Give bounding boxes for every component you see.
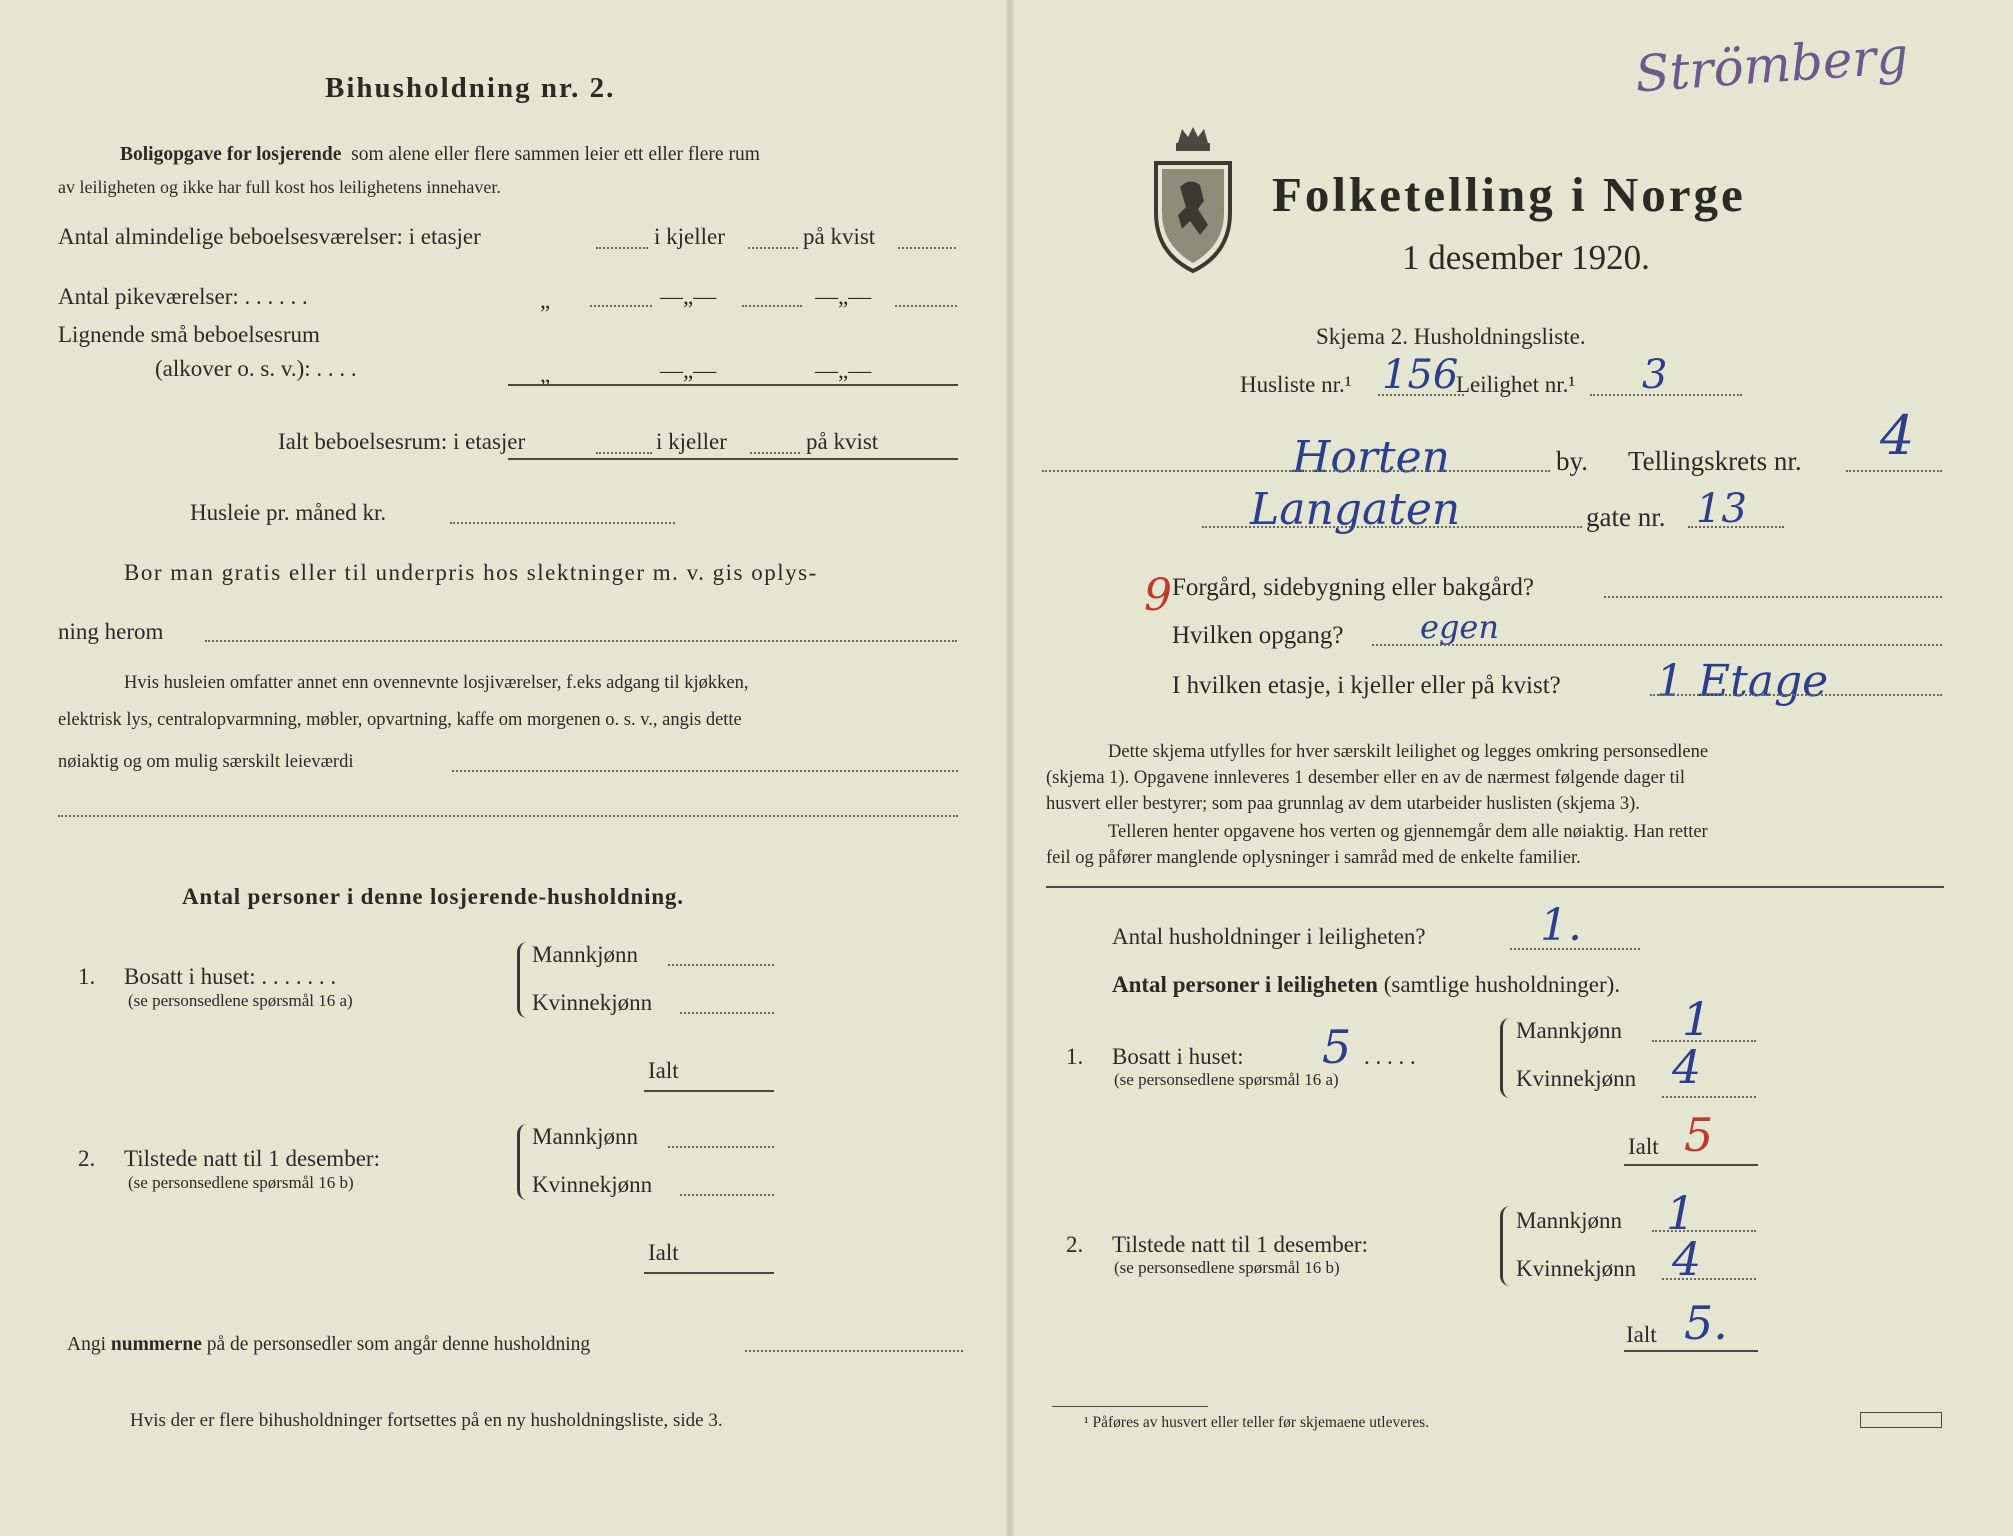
left-title: Bihusholdning nr. 2. <box>325 72 616 104</box>
right-q2-total-label: Ialt <box>1626 1322 1657 1347</box>
rent-field <box>450 522 675 524</box>
right-q2-total-field <box>1624 1350 1758 1352</box>
right-q2-number: 2. <box>1066 1232 1084 1257</box>
left-persons-heading: Antal personer i denne losjerende-husholdning. <box>182 884 684 909</box>
left-q1-male-field <box>668 964 774 966</box>
schema-label: Skjema 2. Husholdningsliste. <box>1316 324 1586 349</box>
leilighet-value: 3 <box>1642 352 1668 398</box>
para2-line-2: feil og påfører manglende oplysninger i samråd med de enkelte familier. <box>1046 848 1581 868</box>
signature: Strömberg <box>1633 26 1910 104</box>
krets-field <box>1846 470 1942 472</box>
maid-ditto-2: —„— <box>660 284 717 309</box>
krets-label: Tellingskrets nr. <box>1628 446 1802 476</box>
rooms-etasjer-field <box>596 247 648 249</box>
small-rooms-underline <box>508 384 958 386</box>
total-kjeller-label: i kjeller <box>656 429 727 454</box>
etasje-label: I hvilken etasje, i kjeller eller på kvist? <box>1172 672 1561 699</box>
right-q1-total-field <box>1624 1164 1758 1166</box>
para1-line-3: husvert eller bestyrer; som paa grunnlag av dem utarbeider huslisten (skjema 3). <box>1046 794 1640 814</box>
right-q2-female-field <box>1662 1278 1756 1280</box>
krets-value: 4 <box>1880 404 1915 467</box>
maid-ditto-3: —„— <box>815 284 872 309</box>
incl-field-1 <box>452 770 958 772</box>
right-q1-total-value: 5 <box>1684 1108 1714 1162</box>
by-field <box>1042 470 1550 472</box>
right-q1-value: 5 <box>1322 1020 1352 1074</box>
incl-text-3: nøiaktig og om mulig særskilt leieværdi <box>58 752 354 772</box>
incl-text-1: Hvis husleien omfatter annet enn ovennevnte losjiværelser, f.eks adgang til kjøkken, <box>124 673 749 693</box>
maid-kjeller-field <box>742 305 802 307</box>
right-q1-male-field <box>1652 1040 1756 1042</box>
total-etasjer-field <box>596 452 652 454</box>
free-text-2: ning herom <box>58 619 164 644</box>
right-q2-female-label: Kvinnekjønn <box>1516 1256 1637 1281</box>
etasje-field <box>1650 694 1942 696</box>
husliste-label: Husliste nr.¹ <box>1240 372 1352 397</box>
households-field <box>1510 948 1640 950</box>
left-q1-female-label: Kvinnekjønn <box>532 990 653 1015</box>
left-q1-total-label: Ialt <box>648 1058 679 1083</box>
maid-rooms-label: Antal pikeværelser: . . . . . . <box>58 284 308 309</box>
husliste-field <box>1378 394 1464 396</box>
leilighet-label: Leilighet nr.¹ <box>1456 372 1576 397</box>
rooms-label: Antal almindelige beboelsesværelser: i etasjer <box>58 224 481 249</box>
right-q2-total-value: 5. <box>1684 1296 1728 1350</box>
intro-line-1: Boligopgave for losjerende som alene eller flere sammen leier ett eller flere rum <box>120 144 760 165</box>
gate-nr-field <box>1688 526 1784 528</box>
total-kjeller-field <box>750 452 800 454</box>
rooms-kvist-label: på kvist <box>803 224 876 249</box>
incl-field-2 <box>58 815 958 817</box>
gate-value: Langaten <box>1250 484 1461 535</box>
intro-line-2: av leiligheten og ikke har full kost hos leilighetens innehaver. <box>58 177 501 197</box>
continue-text: Hvis der er flere bihusholdninger fortsettes på en ny husholdningsliste, side 3. <box>130 1410 723 1431</box>
left-q2-total-field <box>644 1272 774 1274</box>
left-q2-male-label: Mannkjønn <box>532 1124 639 1149</box>
gate-nr-value: 13 <box>1696 486 1747 532</box>
small-rooms-label-1: Lignende små beboelsesrum <box>58 322 320 347</box>
left-q1-number: 1. <box>78 964 96 989</box>
rooms-kjeller-field <box>748 247 798 249</box>
total-rooms-underline <box>508 458 958 460</box>
households-label: Antal husholdninger i leiligheten? <box>1112 924 1426 949</box>
footnote-divider <box>1052 1406 1208 1407</box>
opgang-value: egen <box>1420 608 1499 646</box>
total-rooms-label: Ialt beboelsesrum: i etasjer <box>278 429 526 454</box>
left-q1-male-label: Mannkjønn <box>532 942 639 967</box>
right-q1-sub: (se personsedlene spørsmål 16 a) <box>1114 1070 1339 1089</box>
left-q2-number: 2. <box>78 1146 96 1171</box>
rooms-kvist-field <box>898 247 956 249</box>
right-q1-dots: . . . . . <box>1364 1044 1416 1069</box>
right-q2-sub: (se personsedlene spørsmål 16 b) <box>1114 1258 1340 1277</box>
left-q2-sub: (se personsedlene spørsmål 16 b) <box>128 1173 354 1192</box>
left-q2-female-field <box>680 1194 774 1196</box>
left-q1-female-field <box>680 1012 774 1014</box>
small-ditto-3: —„— <box>815 358 872 383</box>
numbers-field <box>745 1350 963 1352</box>
right-q1-female-value: 4 <box>1672 1040 1702 1094</box>
right-date: 1 desember 1920. <box>1402 238 1650 277</box>
norway-coat-of-arms-icon <box>1150 125 1236 275</box>
right-q1-female-field <box>1662 1096 1756 1098</box>
opgang-field <box>1372 644 1942 646</box>
left-q1-label: Bosatt i huset: . . . . . . . <box>124 964 337 989</box>
right-q2-brace <box>1500 1206 1511 1286</box>
right-q2-label: Tilstede natt til 1 desember: <box>1112 1232 1368 1257</box>
para1-line-2: (skjema 1). Opgavene innleveres 1 desember eller en av de nærmest følgende dager til <box>1046 768 1686 788</box>
right-q1-male-value: 1 <box>1682 992 1712 1046</box>
right-title: Folketelling i Norge <box>1272 167 1746 222</box>
maid-etasjer-field <box>590 305 652 307</box>
para-divider <box>1046 886 1944 888</box>
husliste-value: 156 <box>1382 352 1459 398</box>
right-q1-total-label: Ialt <box>1628 1134 1659 1159</box>
left-q1-brace <box>517 942 528 1018</box>
right-q1-female-label: Kvinnekjønn <box>1516 1066 1637 1091</box>
printer-stamp <box>1860 1412 1942 1428</box>
gate-label: gate nr. <box>1586 502 1666 532</box>
maid-ditto-1: „ <box>540 288 551 313</box>
page-fold <box>1006 0 1014 1536</box>
right-q1-brace <box>1500 1018 1511 1098</box>
right-persons-heading: Antal personer i leiligheten (samtlige husholdninger). <box>1112 972 1621 997</box>
small-ditto-1: „ <box>540 362 551 387</box>
margin-mark: 9 <box>1144 570 1172 621</box>
left-q1-sub: (se personsedlene spørsmål 16 a) <box>128 991 353 1010</box>
by-value: Horten <box>1292 432 1450 483</box>
right-q1-male-label: Mannkjønn <box>1516 1018 1623 1043</box>
free-text-1: Bor man gratis eller til underpris hos slektninger m. v. gis oplys- <box>124 560 818 585</box>
para2-line-1: Telleren henter opgavene hos verten og gjennemgår dem alle nøiaktig. Han retter <box>1108 822 1708 842</box>
left-q2-brace <box>517 1124 528 1200</box>
left-q2-female-label: Kvinnekjønn <box>532 1172 653 1197</box>
right-q2-male-label: Mannkjønn <box>1516 1208 1623 1233</box>
footnote-text: ¹ Påføres av husvert eller teller før skjemaene utleveres. <box>1084 1414 1430 1431</box>
left-q1-total-field <box>644 1090 774 1092</box>
right-q1-label: Bosatt i huset: <box>1112 1044 1244 1069</box>
left-q2-total-label: Ialt <box>648 1240 679 1265</box>
right-q2-male-field <box>1652 1230 1756 1232</box>
total-kvist-label: på kvist <box>806 429 879 454</box>
free-field <box>205 640 957 642</box>
small-rooms-label-2: (alkover o. s. v.): . . . . <box>155 356 357 381</box>
incl-text-2: elektrisk lys, centralopvarmning, møbler, opvartning, kaffe om morgenen o. s. v., angis dette <box>58 710 742 730</box>
gate-field <box>1202 526 1582 528</box>
maid-kvist-field <box>895 305 957 307</box>
numbers-text: Angi nummerne på de personsedler som angår denne husholdning <box>67 1334 591 1355</box>
forgard-label: Forgård, sidebygning eller bakgård? <box>1172 574 1534 601</box>
rent-label: Husleie pr. måned kr. <box>190 500 387 525</box>
right-q1-number: 1. <box>1066 1044 1084 1069</box>
etasje-value: 1 Etage <box>1656 656 1829 707</box>
rooms-kjeller-label: i kjeller <box>654 224 725 249</box>
right-q2-male-value: 1 <box>1666 1186 1696 1240</box>
right-q2-female-value: 4 <box>1672 1232 1702 1286</box>
left-q2-male-field <box>668 1146 774 1148</box>
left-q2-label: Tilstede natt til 1 desember: <box>124 1146 380 1171</box>
opgang-label: Hvilken opgang? <box>1172 622 1344 649</box>
small-ditto-2: —„— <box>660 358 717 383</box>
by-label: by. <box>1556 446 1588 476</box>
leilighet-field <box>1590 394 1742 396</box>
forgard-field <box>1604 596 1942 598</box>
households-value: 1. <box>1540 900 1582 951</box>
para1-line-1: Dette skjema utfylles for hver særskilt leilighet og legges omkring personsedlene <box>1108 742 1709 762</box>
